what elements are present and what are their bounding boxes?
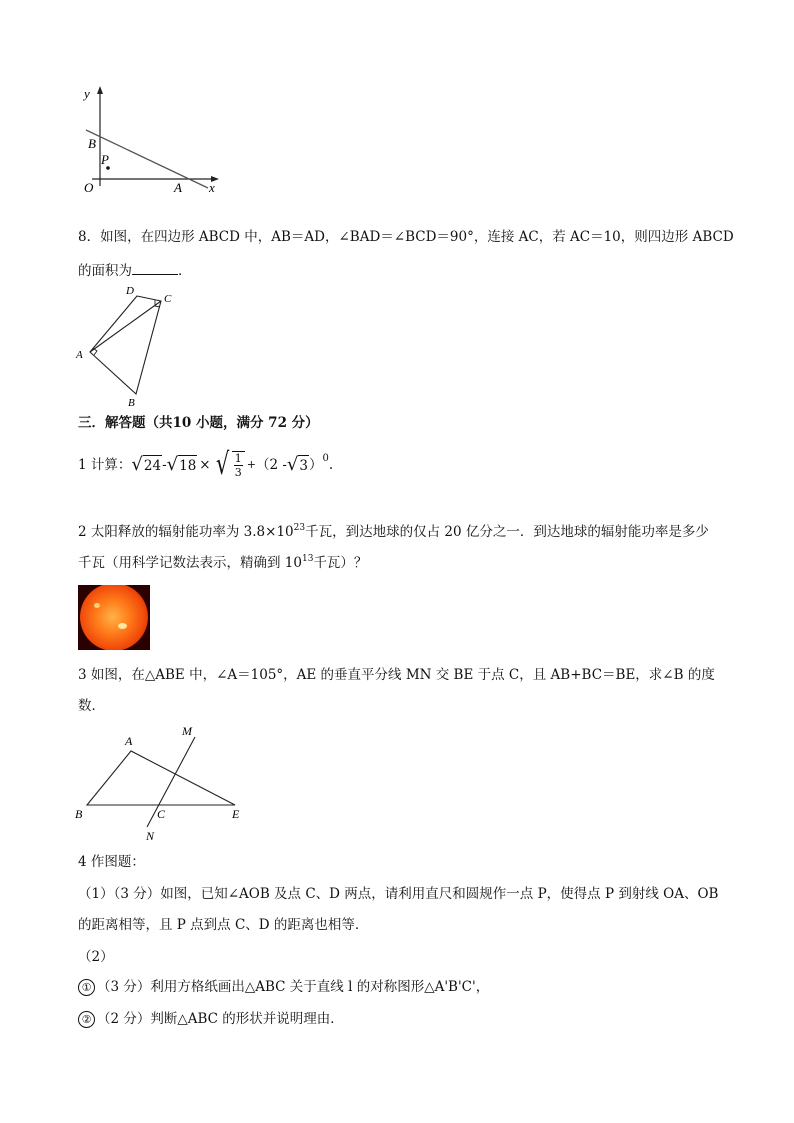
q8-line1: 8．如图，在四边形 ABCD 中，AB＝AD，∠BAD＝∠BCD＝90°，连接 AC，若 AC＝10，则四边形 ABCD bbox=[78, 229, 734, 245]
diagonal-ac bbox=[90, 301, 161, 352]
label-a: A bbox=[76, 349, 83, 361]
fraction-denominator: 3 bbox=[234, 466, 242, 479]
p2-text-a: 2 太阳释放的辐射能功率为 3.8×10 bbox=[78, 524, 294, 540]
p2-exp-23: 23 bbox=[293, 523, 306, 533]
plus-sign: + bbox=[246, 458, 256, 471]
problem-4-title: 4 作图题： bbox=[78, 854, 145, 870]
item2-text: （2 分）判断△ABC 的形状并说明理由． bbox=[97, 1011, 344, 1027]
y-axis-arrow bbox=[97, 86, 103, 94]
label-x: x bbox=[209, 180, 215, 195]
p2-exp-13: 13 bbox=[301, 554, 314, 564]
q8-line2 bbox=[78, 260, 192, 281]
times-sign: × bbox=[199, 457, 211, 473]
problem-4-part1-line1: （1）（3 分）如图，已知∠AOB 及点 C、D 两点，请利用直尺和圆规作一点 P，使得点 P 到射线 OA、OB bbox=[78, 886, 719, 902]
problem-4-part2: （2） bbox=[78, 949, 114, 965]
problem-2-line1 bbox=[78, 522, 709, 542]
problem-4-part2-item1 bbox=[78, 977, 489, 997]
sun-flare bbox=[118, 623, 127, 629]
p1-end: . bbox=[328, 457, 334, 473]
label-p: P bbox=[101, 152, 109, 167]
p1-paren-open: （2 - bbox=[255, 457, 287, 473]
sqrt-18: √ 18 bbox=[166, 454, 197, 475]
fraction-numerator: 1 bbox=[234, 452, 242, 465]
label-d: D bbox=[126, 285, 134, 297]
circled-1: ① bbox=[78, 979, 95, 996]
figure-xy-axes bbox=[70, 82, 230, 198]
label-a: A bbox=[125, 734, 133, 748]
bisector-mn bbox=[147, 737, 195, 827]
label-c: C bbox=[164, 293, 172, 305]
label-b: B bbox=[128, 397, 135, 409]
label-m: M bbox=[182, 724, 192, 738]
q8-line2-text: 的面积为 bbox=[78, 263, 132, 279]
p1-paren-close: ） bbox=[308, 457, 323, 473]
label-o: O bbox=[84, 180, 94, 195]
answer-blank bbox=[132, 260, 178, 275]
sqrt-one-third: √ $\frac{1}{3}$ bbox=[213, 451, 245, 479]
item1-text: （3 分）利用方格纸画出△ABC 关于直线 l 的对称图形△A'B'C'， bbox=[97, 979, 490, 995]
label-b: B bbox=[75, 807, 83, 821]
problem-4-part1-line2: 的距离相等，且 P 点到点 C、D 的距离也相等． bbox=[78, 917, 369, 933]
triangle-abe bbox=[87, 751, 235, 805]
problem-3-line2: 数． bbox=[78, 698, 105, 714]
figure-triangle-abe bbox=[70, 720, 250, 845]
figure-quadrilateral-abcd bbox=[70, 280, 180, 410]
label-n: N bbox=[146, 829, 155, 843]
sun-flare-small bbox=[94, 603, 100, 608]
problem-1 bbox=[78, 447, 334, 482]
section-heading: 三．解答题（共10 小题，满分 72 分） bbox=[78, 415, 319, 431]
minus-sign: - bbox=[162, 457, 167, 473]
label-b: B bbox=[88, 136, 96, 151]
p1-exponent: 0 bbox=[322, 453, 329, 464]
problem-4-part2-item2 bbox=[78, 1009, 344, 1029]
label-a: A bbox=[174, 180, 182, 195]
problem-3-line1: 3 如图，在△ABE 中，∠A＝105°，AE 的垂直平分线 MN 交 BE 于点 C，且 AB+BC＝BE，求∠B 的度 bbox=[78, 667, 715, 683]
label-e: E bbox=[232, 807, 240, 821]
sun-disk bbox=[80, 585, 148, 650]
label-y: y bbox=[84, 86, 90, 101]
p2-text-b: 千瓦，到达地球的仅占 20 亿分之一．到达地球的辐射能功率是多少 bbox=[305, 524, 709, 540]
label-c: C bbox=[157, 807, 166, 821]
sun-image bbox=[78, 585, 150, 650]
problem-2-line2 bbox=[78, 553, 367, 573]
p2-text-d: 千瓦）？ bbox=[313, 555, 368, 571]
p2-text-c: 千瓦（用科学记数法表示，精确到 10 bbox=[78, 555, 302, 571]
circled-2: ② bbox=[78, 1011, 95, 1028]
q8-line2-end: ． bbox=[178, 263, 192, 279]
sqrt-24: √ 24 bbox=[131, 454, 162, 475]
sqrt-3: √ 3 bbox=[286, 454, 308, 475]
p1-prefix: 1 计算： bbox=[78, 457, 132, 473]
